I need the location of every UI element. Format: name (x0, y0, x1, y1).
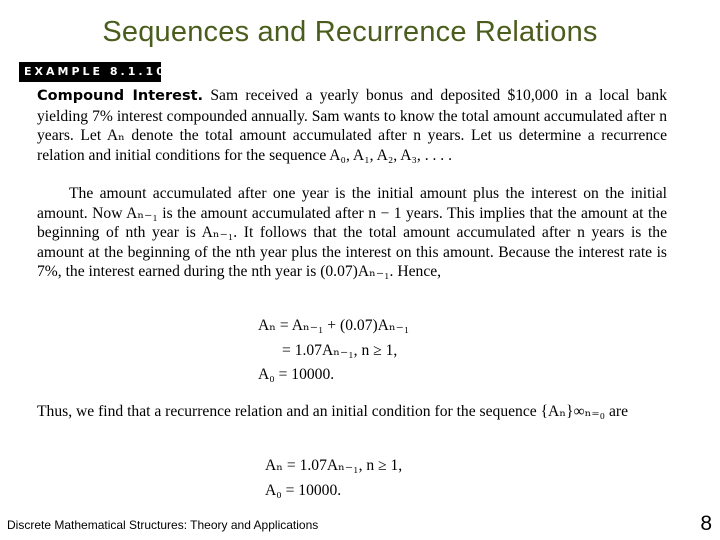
paragraph-2-text: The amount accumulated after one year is the initial amount plus the interest on the initial amount. Now Aₙ₋₁ is the amount accumulated after n − 1 years. This implies that the amount at the beginning of nth year is Aₙ₋₁. It follows that the total amount accumulated after n years is the amount at the beginning of the nth year plus the interest on this amount. Because the interest rate is 7%, the interest earned during the nth year is (0.07)Aₙ₋₁. Hence, (37, 185, 667, 281)
equation-1-line-3: A₀ = 10000. (258, 366, 335, 383)
example-lead: Compound Interest. (37, 88, 204, 104)
paragraph-1-text: Sam received a yearly bonus and deposited $10,000 in a local bank yielding 7% interest compounded annually. Sam wants to know the total amount accumulated after n years. Let Aₙ denote the total amount accumulated after n years. Let us determine a recurrence relation and initial conditions for the sequence A₀, A₁, A₂, A₃, . . . . (37, 87, 667, 164)
example-badge: EXAMPLE 8.1.10 (19, 62, 161, 82)
example-paragraph-3: Thus, we find that a recurrence relation and an initial condition for the sequence {Aₙ}∞ₙ₌₀ are (37, 403, 629, 420)
equation-2-line-1: Aₙ = 1.07Aₙ₋₁, n ≥ 1, (265, 457, 403, 474)
equation-2-line-2: A₀ = 10000. (265, 482, 342, 499)
slide-footer: Discrete Mathematical Structures: Theory and Applications (7, 518, 319, 532)
example-paragraph-2 (37, 184, 667, 282)
example-paragraph-1 (37, 86, 667, 165)
equation-1-line-2: = 1.07Aₙ₋₁, n ≥ 1, (282, 342, 398, 359)
page-number: 8 (700, 512, 712, 535)
equation-1-line-1: Aₙ = Aₙ₋₁ + (0.07)Aₙ₋₁ (258, 317, 410, 334)
slide-title: Sequences and Recurrence Relations (102, 16, 598, 48)
